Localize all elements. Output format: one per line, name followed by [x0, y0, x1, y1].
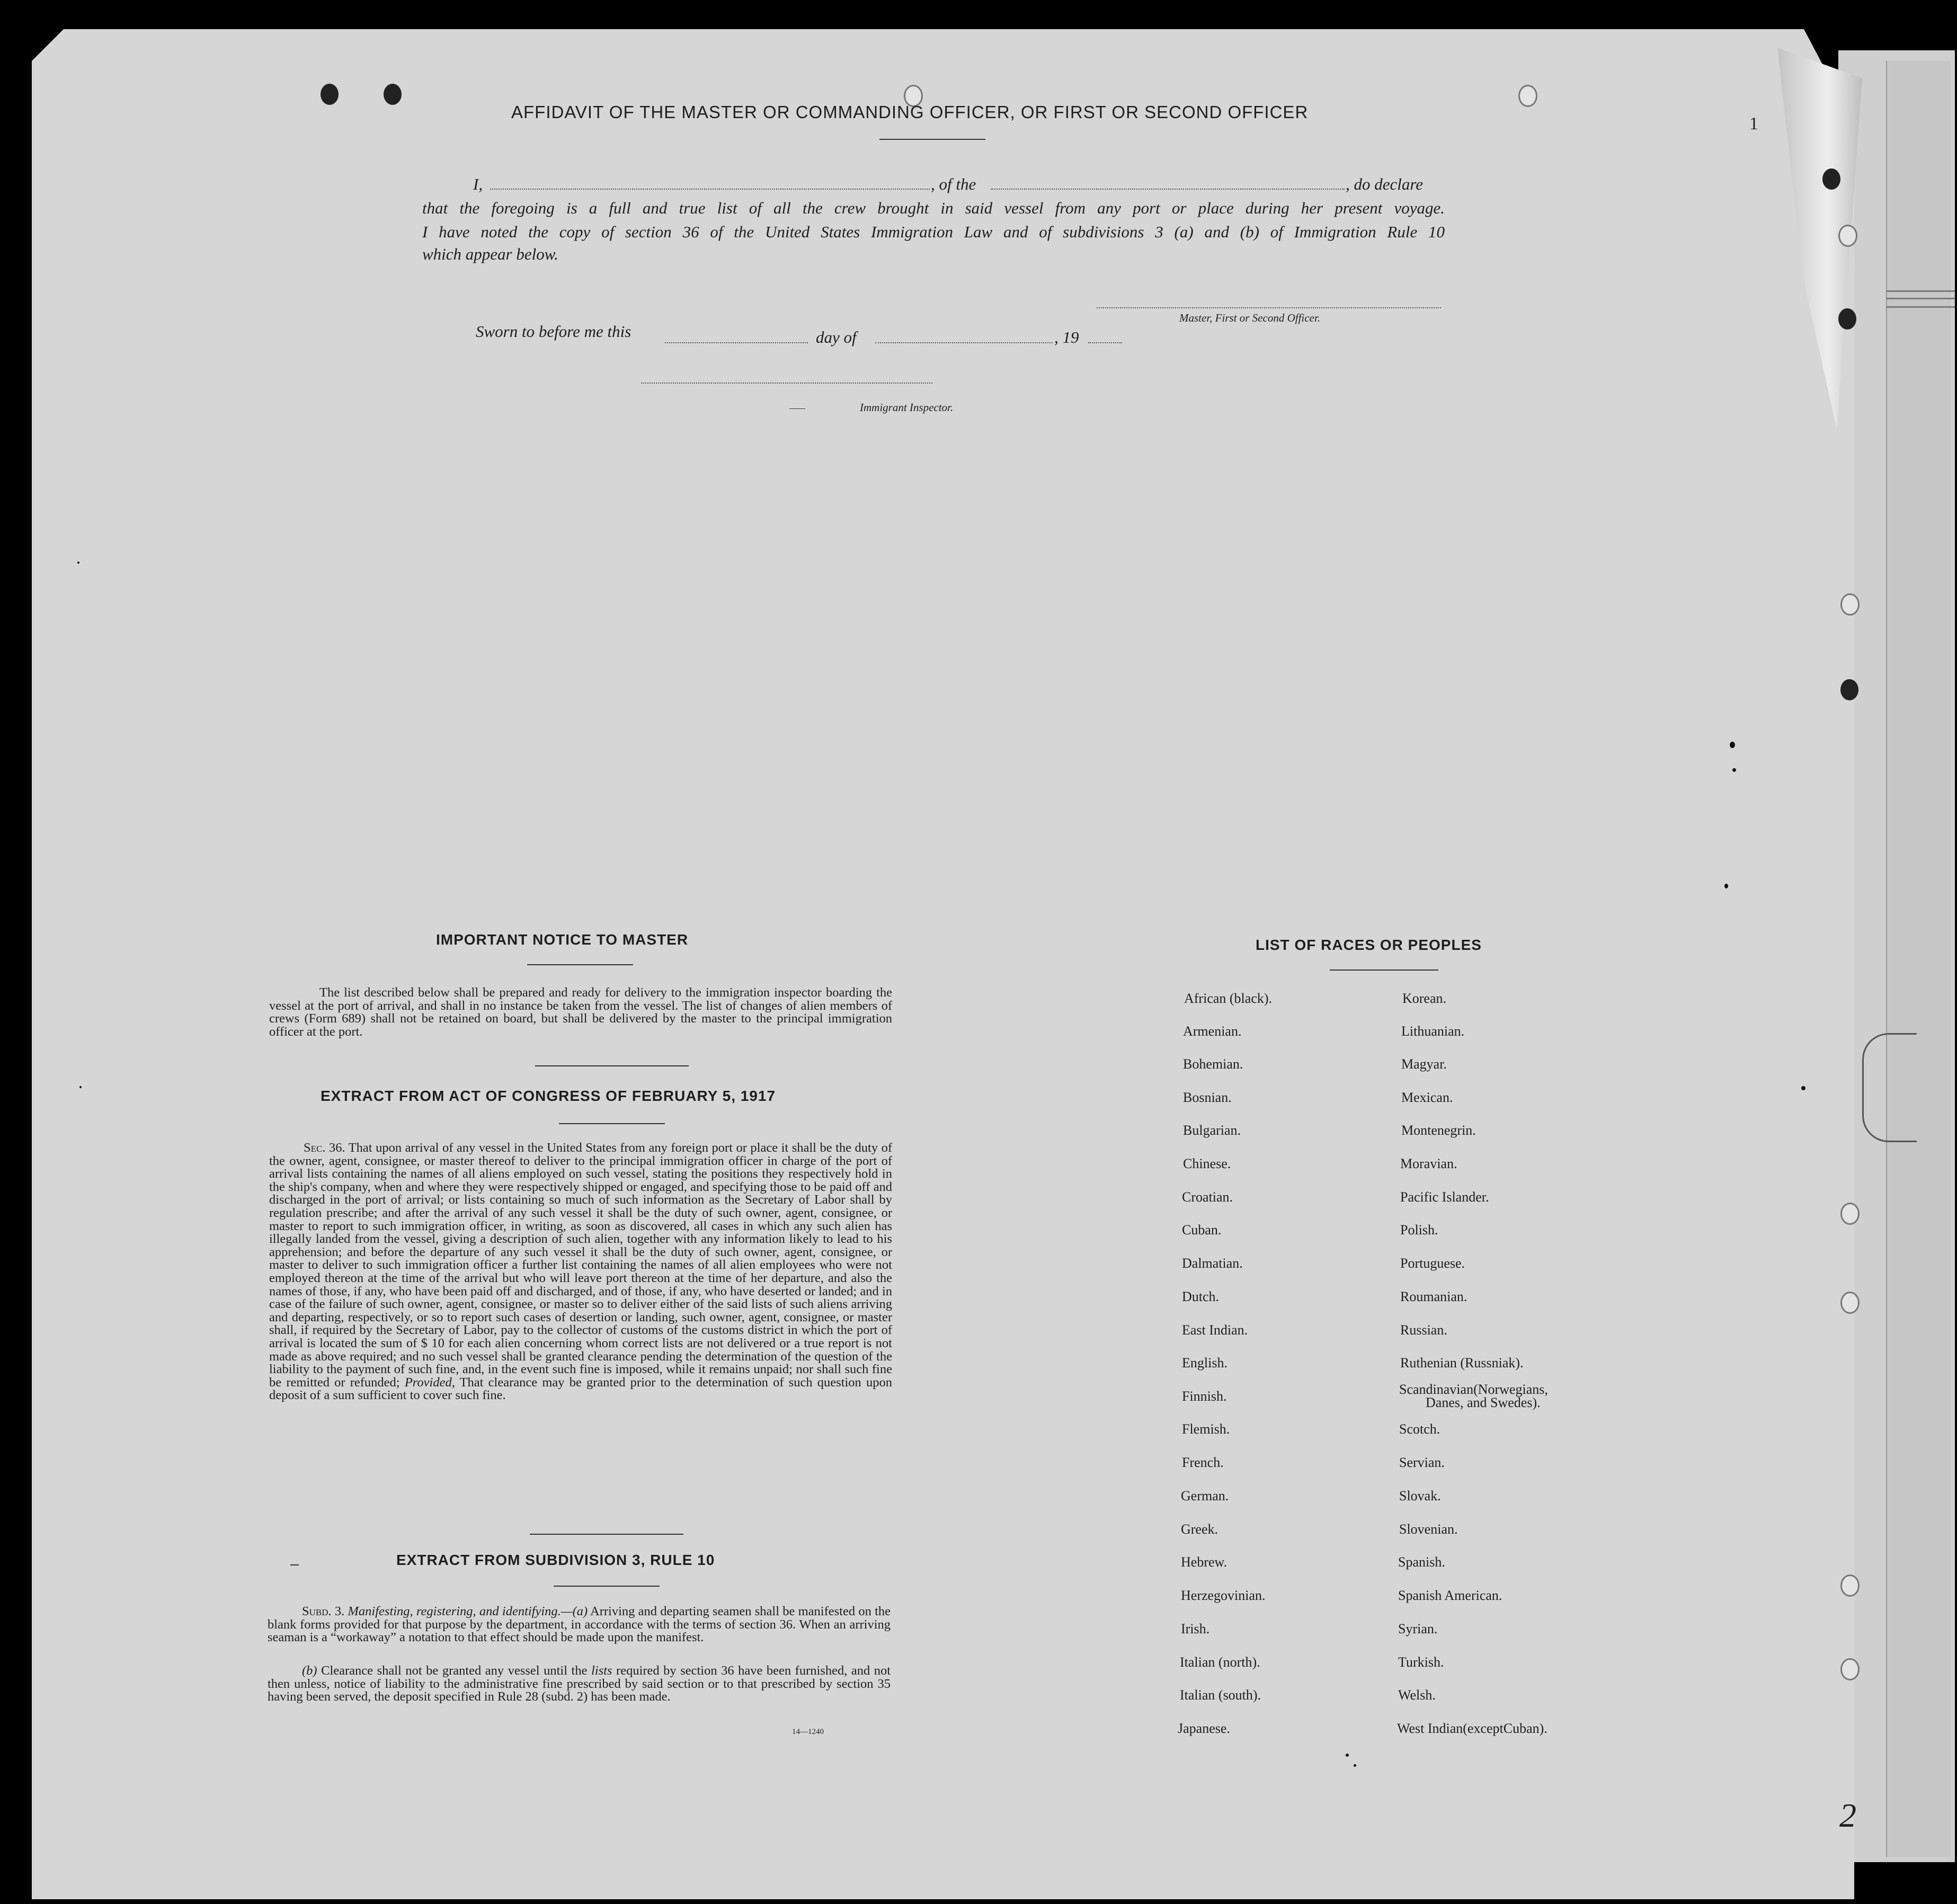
punch-hole	[1838, 308, 1856, 330]
subd-text-a: Arriving and departing seamen shall be manifested on the blank forms provided for that purpose by the department, in accordance with the terms of section 36. When an arriving seaman is a “workaway” a notation to that effect should be made upon the manifest.	[268, 1604, 891, 1645]
race-item: East Indian.	[1182, 1322, 1248, 1338]
rule10-rule	[554, 1586, 660, 1587]
act-title: EXTRACT FROM ACT OF CONGRESS OF FEBRUARY 5, 1917	[321, 1088, 776, 1104]
subd-text-b-2: required by section 36 have been furnished, and not then unless, notice of liability to the administrative fine prescribed by said section or to that prescribed by section 35 having been served, the deposit specified in Rule 28 (subd. 2) has been made.	[268, 1663, 891, 1704]
scan-speck	[1724, 884, 1728, 888]
month-blank[interactable]	[875, 342, 1053, 343]
race-item: Syrian.	[1398, 1621, 1438, 1636]
race-item: Welsh.	[1398, 1687, 1436, 1703]
subd-text-b-lists: lists	[591, 1663, 612, 1678]
stack-rule	[1886, 290, 1955, 292]
race-item: Croatian.	[1182, 1189, 1233, 1205]
year-prefix: , 19	[1054, 328, 1079, 346]
notice-title: IMPORTANT NOTICE TO MASTER	[436, 931, 689, 948]
race-item: Italian (south).	[1180, 1687, 1261, 1703]
day-of-text: day of	[816, 328, 857, 346]
race-item: Slovenian.	[1399, 1522, 1458, 1537]
divider-rule	[530, 1534, 683, 1535]
punch-hole	[1840, 1574, 1860, 1597]
subd-text-b-1: Clearance shall not be granted any vessel until the	[321, 1663, 588, 1678]
race-item: Scotch.	[1399, 1421, 1440, 1437]
day-blank[interactable]	[665, 342, 808, 343]
stack-rule	[1886, 306, 1955, 308]
punch-hole	[1840, 1203, 1860, 1225]
race-item: Bulgarian.	[1183, 1123, 1241, 1138]
subd-label: Subd. 3.	[302, 1604, 345, 1618]
race-item: Italian (north).	[1180, 1654, 1260, 1670]
race-item: Turkish.	[1398, 1654, 1444, 1670]
sworn-text: Sworn to before me this	[476, 322, 631, 341]
affidavit-title: AFFIDAVIT OF THE MASTER OR COMMANDING OFFICER, OR FIRST OR SECOND OFFICER	[511, 102, 1309, 122]
race-item: Mexican.	[1401, 1090, 1453, 1105]
rule10-subd-a	[268, 1605, 891, 1644]
declaration-line-4: which appear below.	[422, 245, 558, 263]
race-item: Cuban.	[1182, 1222, 1222, 1238]
race-item: Pacific Islander.	[1400, 1189, 1489, 1205]
race-item: Polish.	[1400, 1222, 1438, 1238]
race-item: Hebrew.	[1181, 1554, 1227, 1570]
rule10-subd-b	[268, 1665, 891, 1704]
punch-hole	[1838, 225, 1857, 247]
race-item: West Indian(exceptCuban).	[1397, 1721, 1547, 1736]
name-blank[interactable]	[490, 189, 930, 190]
inspector-dash	[789, 408, 805, 409]
race-item: Moravian.	[1400, 1156, 1457, 1171]
race-item: Portuguese.	[1400, 1256, 1465, 1271]
stack-rule	[1886, 298, 1955, 299]
rule10-title: EXTRACT FROM SUBDIVISION 3, RULE 10	[396, 1552, 715, 1568]
race-item: German.	[1181, 1488, 1229, 1503]
race-item: Korean.	[1402, 991, 1447, 1006]
inspector-signature-label: Immigrant Inspector.	[860, 401, 954, 414]
race-item: Bohemian.	[1183, 1056, 1243, 1072]
form-number: 14—1240	[792, 1728, 824, 1736]
punch-hole	[1840, 1658, 1860, 1680]
race-item: Dalmatian.	[1182, 1256, 1243, 1271]
race-item: Montenegrin.	[1401, 1123, 1476, 1138]
race-item: Roumanian.	[1400, 1289, 1467, 1304]
punch-hole	[1822, 168, 1840, 190]
punch-hole	[1518, 85, 1537, 107]
provided-text: That clearance may be granted prior to the determination of such question upon deposit of a sum sufficient to cover such fine.	[269, 1375, 893, 1403]
punch-hole	[1840, 593, 1860, 616]
race-item: Spanish.	[1398, 1554, 1445, 1570]
stamp-partial	[1862, 1033, 1917, 1142]
b-label: (b)	[302, 1663, 317, 1678]
margin-mark-top: 1	[1749, 114, 1758, 134]
race-item: Servian.	[1399, 1455, 1445, 1470]
race-item: Chinese.	[1183, 1156, 1231, 1171]
races-rule	[1330, 969, 1438, 971]
declaration-i: I,	[473, 175, 483, 193]
notice-rule	[527, 964, 633, 965]
race-item: Lithuanian.	[1401, 1024, 1465, 1039]
scan-speck	[1801, 1086, 1805, 1090]
act-text: That upon arrival of any vessel in the United States from any foreign port or place it shall be the duty of the owner, agent, consignee, or master thereof to deliver to the principal immigration officer in charge of the port of arrival lists containing the names of all aliens employed on such vessel, stating the positions they respectively hold in the ship's company, when and where they were respectively shipped or engaged, and specifying those to be paid off and discharged in the port of arrival; or lists containing so much of such information as the Secretary of Labor shall by regulation prescribe; and after the arrival of any such vessel it shall be the duty of such owner, agent, consignee, or master to report to such immigration officer, in writing, as soon as discovered, all cases in which any such alien has illegally landed from the vessel, giving a description of such alien, together with any information likely to lead to his apprehension; and before the departure of any such vessel it shall be the duty of such owner, agent, consignee, or master to deliver to such immigration officer a further list containing the names of all alien employees who were not employed thereon at the time of the arrival but who will leave port thereon at the time of her departure, and also the names of those, if any, who have been paid off and discharged, and of those, if any, who have deserted or landed; and in case of the failure of such owner, agent, consignee, or master so to deliver either of the said lists of such aliens arriving and departing, respectively, or so to report such cases of desertion or landing, such owner, agent, consignee, or master shall, if required by the Secretary of Labor, pay to the collector of customs of the customs district in which the port of arrival is located the sum of $ 10 for each alien concerning whom correct lists are not delivered or a true report is not made as above required; and no such vessel shall be granted clearance pending the determination of the question of the liability to the payment of such fine, and, in the event such fine is imposed, while it remains unpaid; nor shall such fine be remitted or refunded;	[269, 1141, 892, 1390]
race-item: African (black).	[1184, 991, 1273, 1006]
inspector-signature-blank[interactable]	[641, 382, 932, 384]
declaration-line-3: I have noted the copy of section 36 of the United States Immigration Law and of subdivisions 3 (a) and (b) of Immigration Rule 10	[422, 223, 1445, 241]
notice-text: The list described below shall be prepared and ready for delivery to the immigration inspector boarding the vessel at the port of arrival, and shall in no instance be taken from the vessel. The list of changes of alien members of crews (Form 689) shall not be retained on board, but shall be delivered by the master to the principal immigration officer at the port.	[269, 985, 892, 1039]
year-blank[interactable]	[1088, 342, 1122, 343]
race-item: Slovak.	[1399, 1488, 1441, 1503]
act-section-36	[269, 1142, 892, 1402]
section-label: Sec. 36.	[304, 1141, 345, 1155]
vessel-blank[interactable]	[991, 189, 1345, 190]
races-title: LIST OF RACES OR PEOPLES	[1256, 937, 1482, 953]
subd-heading: Manifesting, registering, and identifying.—(a)	[348, 1604, 588, 1618]
race-item: Bosnian.	[1183, 1090, 1232, 1105]
scan-speck	[1730, 742, 1735, 748]
scan-speck	[1346, 1754, 1349, 1757]
punch-hole	[321, 84, 339, 105]
declaration-line-2: that the foregoing is a full and true list of all the crew brought in said vessel from any port or place during her present voyage.	[422, 199, 1445, 217]
race-item: Armenian.	[1183, 1024, 1242, 1039]
race-item: Spanish American.	[1398, 1588, 1502, 1603]
page-stack-edge	[1886, 61, 1951, 1857]
race-item: Japanese.	[1178, 1721, 1230, 1736]
race-item: Herzegovinian.	[1181, 1588, 1266, 1603]
act-rule	[559, 1123, 665, 1124]
race-item: Scandinavian(Norwegians,	[1399, 1382, 1548, 1397]
race-item: Russian.	[1400, 1322, 1447, 1338]
race-item: Greek.	[1181, 1522, 1218, 1537]
race-item: Ruthenian (Russniak).	[1400, 1355, 1524, 1371]
divider-rule	[535, 1065, 689, 1066]
race-item: Dutch.	[1182, 1289, 1220, 1304]
race-item-continued: Danes, and Swedes).	[1426, 1395, 1541, 1410]
punch-hole	[1840, 679, 1858, 700]
dash-mark	[290, 1564, 299, 1565]
scan-speck	[77, 562, 79, 564]
race-item: Irish.	[1181, 1621, 1210, 1636]
declaration-do-declare: , do declare	[1346, 175, 1424, 193]
scan-speck	[79, 1086, 82, 1088]
race-item: Flemish.	[1182, 1421, 1230, 1437]
race-item: English.	[1182, 1355, 1227, 1371]
punch-hole	[1840, 1292, 1860, 1314]
race-item: Magyar.	[1401, 1056, 1447, 1072]
margin-mark-bottom: 2	[1839, 1796, 1856, 1834]
declaration-of-the: , of the	[931, 175, 976, 193]
title-rule	[879, 139, 985, 140]
master-signature-blank[interactable]	[1097, 307, 1441, 308]
scan-speck	[1732, 768, 1736, 772]
scan-speck	[1354, 1764, 1356, 1767]
master-signature-label: Master, First or Second Officer.	[1179, 312, 1320, 324]
provided-label: Provided,	[404, 1375, 455, 1390]
race-item: French.	[1182, 1455, 1224, 1470]
race-item: Finnish.	[1182, 1389, 1227, 1404]
punch-hole	[384, 84, 402, 105]
